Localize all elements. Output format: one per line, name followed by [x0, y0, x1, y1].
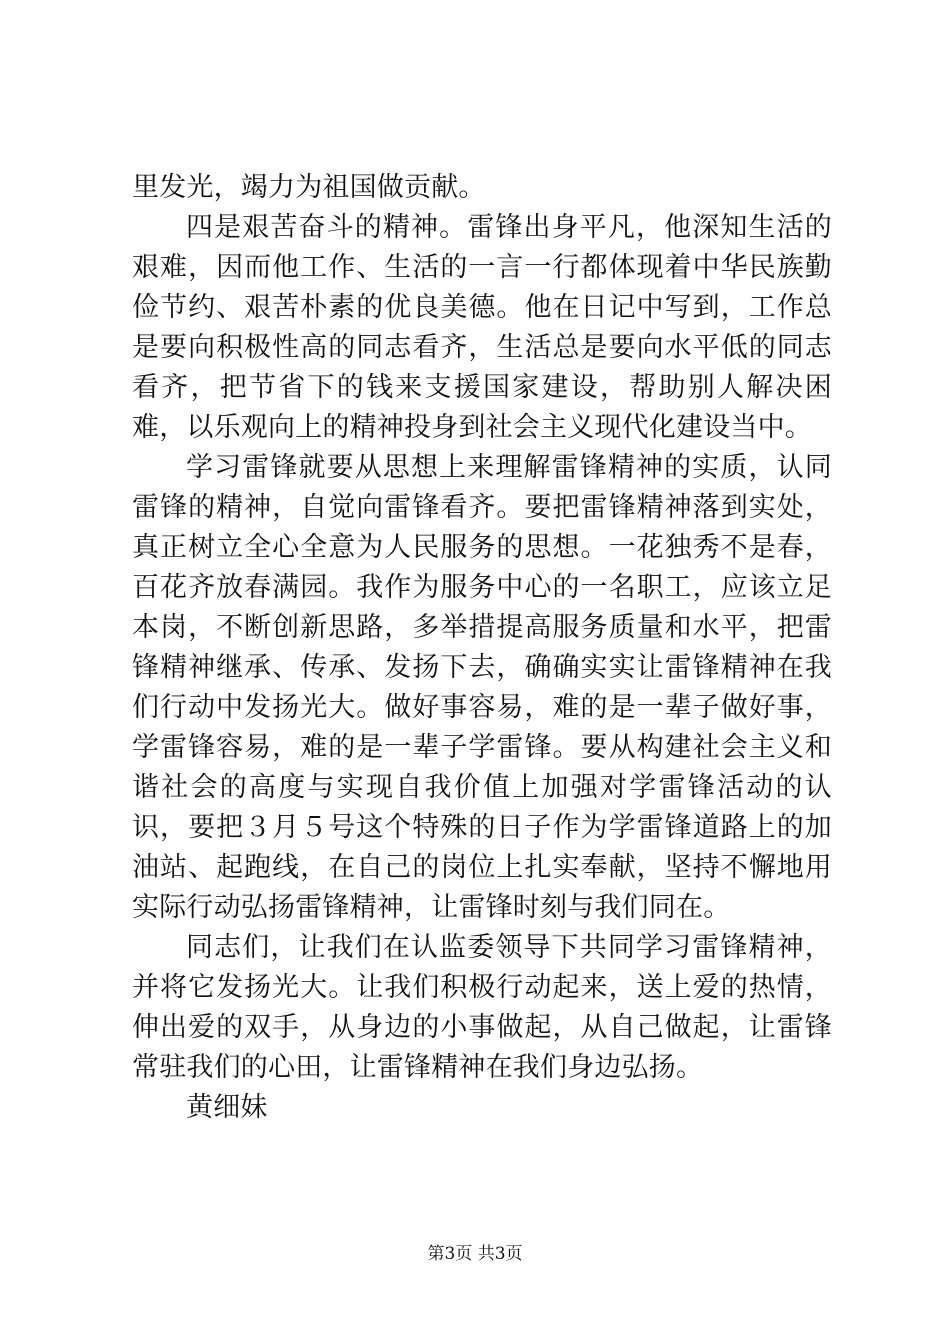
- paragraph-continuation: 里发光，竭力为祖国做贡献。: [132, 172, 486, 203]
- paragraph-call-to-action: 同志们，让我们在认监委领导下共同学习雷锋精神，并将它发扬光大。让我们积极行动起来，送上爱的热情，伸出爱的双手，从身边的小事做起，从自己做起，让雷锋常驻我们的心田，让雷锋精神在我们身边弘扬。: [132, 932, 832, 1083]
- page-footer: 第3页 共3页: [427, 1244, 523, 1264]
- document-body: [132, 168, 832, 1128]
- author-signature: 黄细妹: [186, 1092, 268, 1123]
- paragraph-learn-from-lei-feng: 学习雷锋就要从思想上来理解雷锋精神的实质，认同雷锋的精神，自觉向雷锋看齐。要把雷锋精神落到实处，真正树立全心全意为人民服务的思想。一花独秀不是春，百花齐放春满园。我作为服务中心的一名职工，应该立足本岗，不断创新思路，多举措提高服务质量和水平，把雷锋精神继承、传承、发扬下去，确确实实让雷锋精神在我们行动中发扬光大。做好事容易，难的是一辈子做好事，学雷锋容易，难的是一辈子学雷锋。要从构建社会主义和谐社会的高度与实现自我价值上加强对学雷锋活动的认识，要把３月５号这个特殊的日子作为学雷锋道路上的加油站、起跑线，在自己的岗位上扎实奉献，坚持不懈地用实际行动弘扬雷锋精神，让雷锋时刻与我们同在。: [132, 452, 832, 923]
- paragraph-hard-work-spirit: 四是艰苦奋斗的精神。雷锋出身平凡，他深知生活的艰难，因而他工作、生活的一言一行都体现着中华民族勤俭节约、艰苦朴素的优良美德。他在日记中写到，工作总是要向积极性高的同志看齐，生活总是要向水平低的同志看齐，把节省下的钱来支援国家建设，帮助别人解决困难，以乐观向上的精神投身到社会主义现代化建设当中。: [132, 212, 832, 443]
